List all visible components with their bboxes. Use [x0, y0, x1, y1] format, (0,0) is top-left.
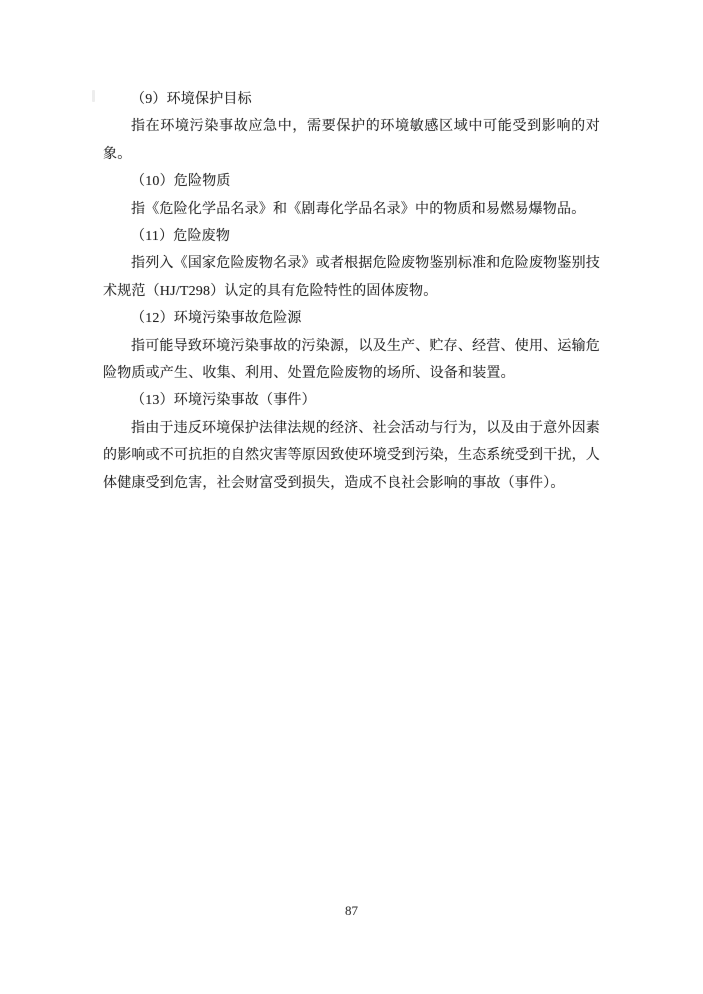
section-heading-9: （9）环境保护目标: [131, 92, 252, 107]
paragraph-12-line-2: 险物质或产生、收集、利用、处置危险废物的场所、设备和装置。: [103, 366, 515, 382]
paragraph-13-line-3: 体健康受到危害，社会财富受到损失，造成不良社会影响的事故（事件）。: [103, 475, 565, 491]
paragraph-11-line-2: 术规范（HJ/T298）认定的具有危险特性的固体废物。: [103, 283, 438, 299]
section-heading-12: （12）环境污染事故危险源: [131, 311, 302, 327]
paragraph-11-line-1: 指列入《国家危险废物名录》或者根据危险废物鉴别标准和危险废物鉴别技: [131, 256, 600, 272]
paragraph-10-line-1: 指《危险化学品名录》和《剧毒化学品名录》中的物质和易燃易爆物品。: [131, 201, 586, 217]
section-heading-11: （11）危险废物: [131, 229, 231, 245]
document-body: [103, 86, 600, 497]
paragraph-9-line-1: 指在环境污染事故应急中，需要保护的环境敏感区域中可能受到影响的对: [131, 119, 600, 135]
section-heading-13: （13）环境污染事故（事件）: [131, 393, 316, 409]
section-heading-10: （10）危险物质: [131, 174, 231, 190]
paragraph-9-line-2: 象。: [103, 146, 132, 162]
page-number: 87: [345, 903, 358, 918]
scan-artifact: [92, 90, 95, 102]
paragraph-12-line-1: 指可能导致环境污染事故的污染源，以及生产、贮存、经营、使用、运输危: [131, 338, 600, 354]
paragraph-13-line-2: 的影响或不可抗拒的自然灾害等原因致使环境受到污染，生态系统受到干扰，人: [103, 448, 600, 464]
paragraph-13-line-1: 指由于违反环境保护法律法规的经济、社会活动与行为，以及由于意外因素: [131, 420, 600, 436]
